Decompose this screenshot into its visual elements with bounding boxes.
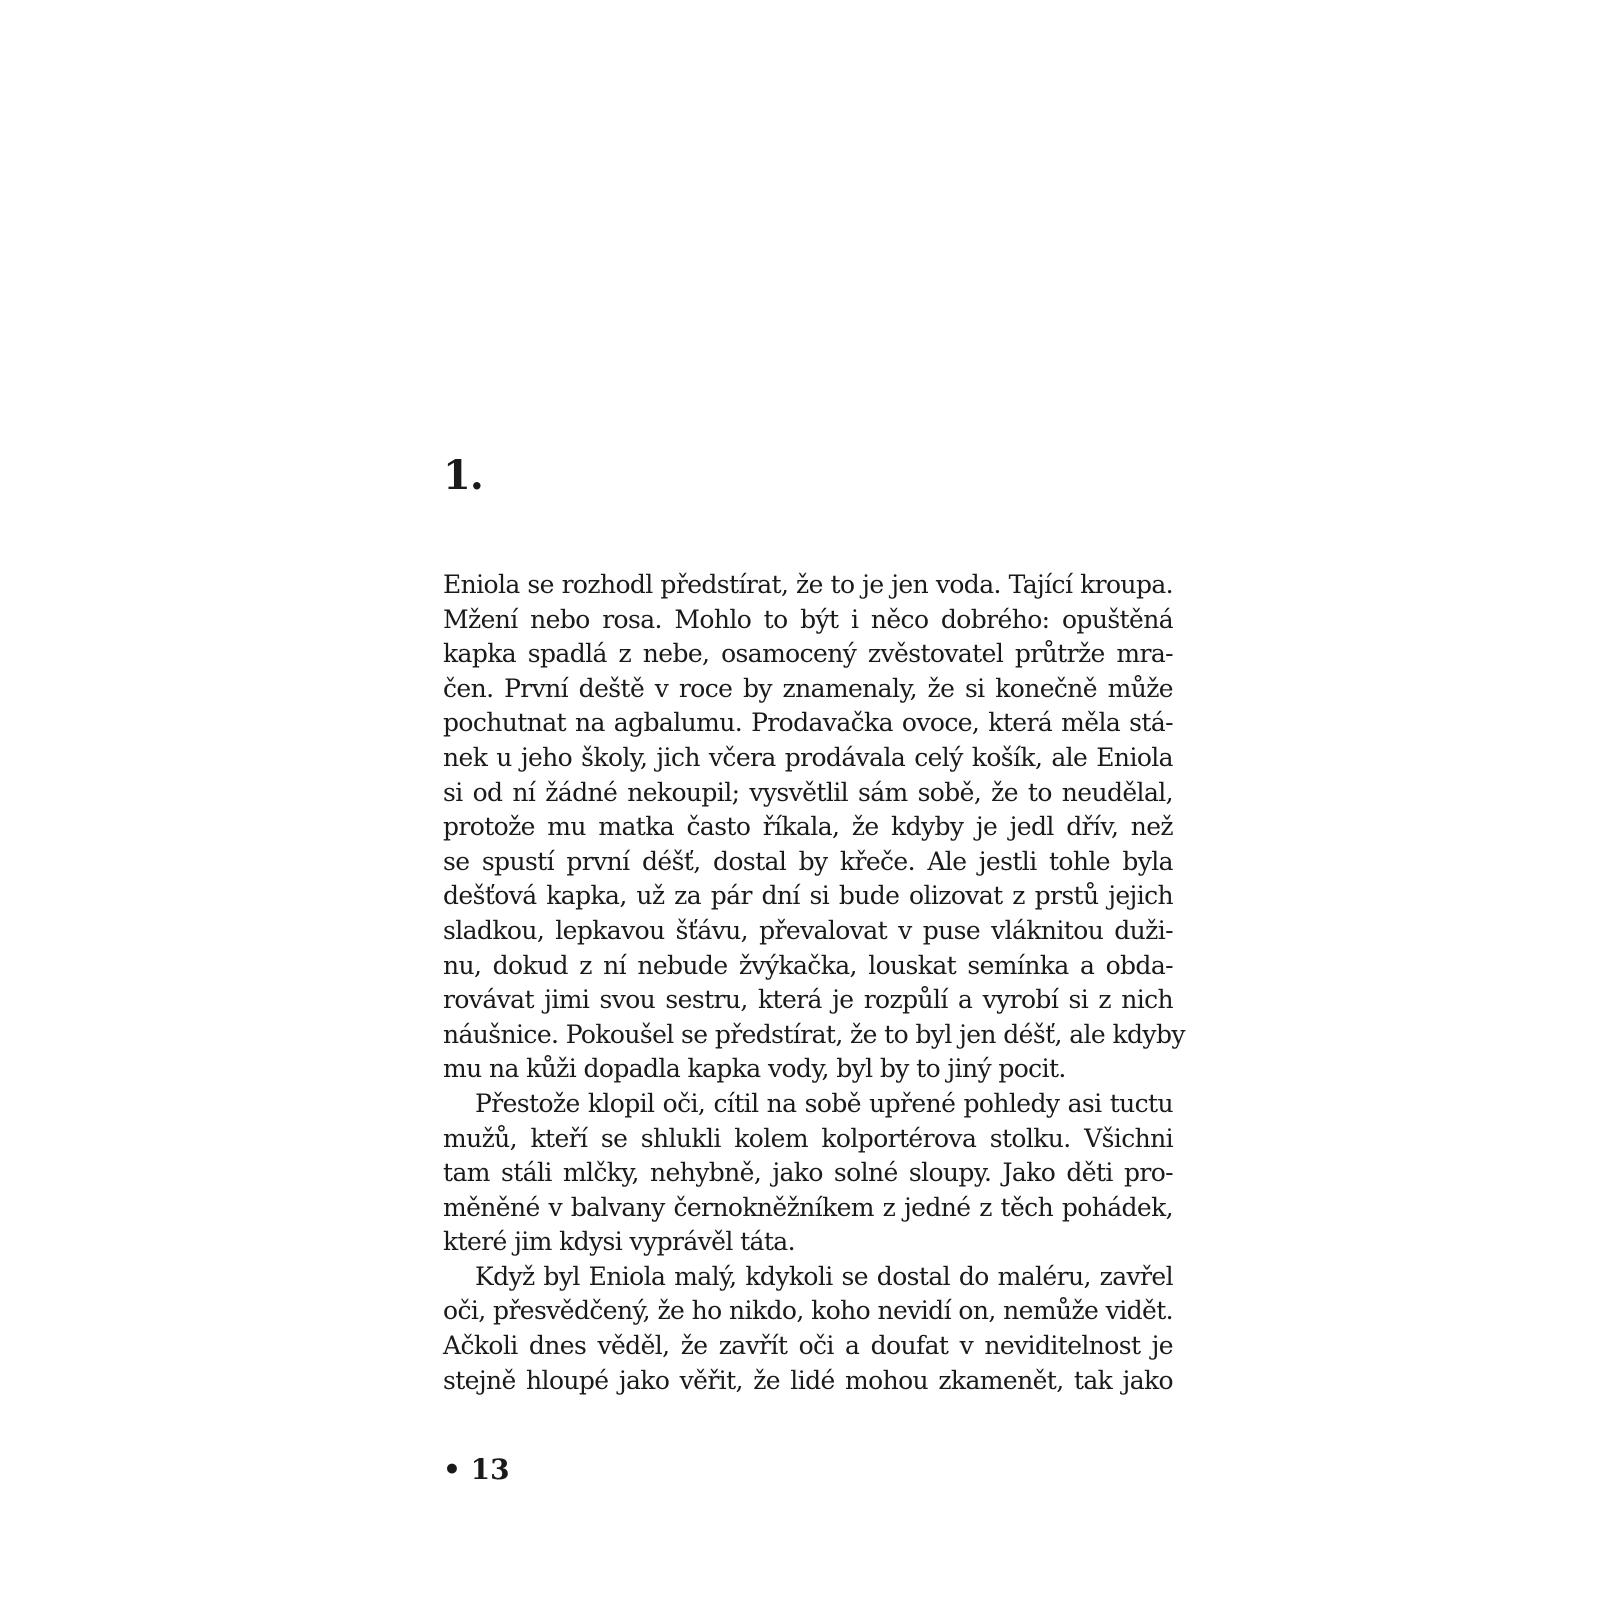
text-line: Mžení nebo rosa. Mohlo to být i něco dobrého: opuštěná bbox=[443, 604, 1173, 634]
text-line: se spustí první déšť, dostal by křeče. Ale jestli tohle byla bbox=[443, 846, 1173, 876]
text-line: dešťová kapka, už za pár dní si bude olizovat z prstů jejich bbox=[443, 881, 1173, 911]
text-line: které jim kdysi vyprávěl táta. bbox=[443, 1227, 795, 1257]
text-line: čen. První deště v roce by znamenaly, že si konečně může bbox=[443, 673, 1173, 703]
page-number-bullet: • bbox=[443, 1453, 461, 1486]
body-text bbox=[443, 568, 1185, 1398]
text-line: nu, dokud z ní nebude žvýkačka, louskat semínka a obda- bbox=[443, 950, 1173, 980]
text-line: oči, přesvědčený, že ho nikdo, koho nevidí on, nemůže vidět. bbox=[443, 1296, 1173, 1326]
text-line: kapka spadlá z nebe, osamocený zvěstovatel průtrže mra- bbox=[443, 639, 1173, 669]
text-line: náušnice. Pokoušel se předstírat, že to byl jen déšť, ale kdyby bbox=[443, 1019, 1185, 1049]
text-line: stejně hloupé jako věřit, že lidé mohou zkamenět, tak jako bbox=[443, 1365, 1173, 1395]
text-line: pochutnat na agbalumu. Prodavačka ovoce, která měla stá- bbox=[443, 708, 1173, 738]
text-line: nek u jeho školy, jich včera prodávala celý košík, ale Eniola bbox=[443, 742, 1173, 772]
page-number-value: 13 bbox=[470, 1453, 510, 1486]
page-number bbox=[443, 1453, 510, 1487]
text-line: měněné v balvany černokněžníkem z jedné z těch pohádek, bbox=[443, 1192, 1173, 1222]
text-line: Přestože klopil oči, cítil na sobě upřené pohledy asi tuctu bbox=[475, 1088, 1173, 1118]
text-line: Ačkoli dnes věděl, že zavřít oči a doufat v neviditelnost je bbox=[443, 1331, 1173, 1361]
text-line: mužů, kteří se shlukli kolem kolportérova stolku. Všichni bbox=[443, 1123, 1173, 1153]
text-line: tam stáli mlčky, nehybně, jako solné sloupy. Jako děti pro- bbox=[443, 1158, 1173, 1188]
text-line: Eniola se rozhodl předstírat, že to je jen voda. Tající kroupa. bbox=[443, 570, 1173, 599]
chapter-number: 1. bbox=[443, 452, 483, 499]
text-line: protože mu matka často říkala, že kdyby je jedl dřív, než bbox=[443, 812, 1173, 842]
text-line: Když byl Eniola malý, kdykoli se dostal do maléru, zavřel bbox=[475, 1261, 1173, 1291]
text-line: sladkou, lepkavou šťávu, převalovat v puse vláknitou duži- bbox=[443, 915, 1173, 945]
text-line: si od ní žádné nekoupil; vysvětlil sám sobě, že to neudělal, bbox=[443, 777, 1173, 807]
text-line: mu na kůži dopadla kapka vody, byl by to jiný pocit. bbox=[443, 1054, 1066, 1084]
text-line: rovávat jimi svou sestru, která je rozpůlí a vyrobí si z nich bbox=[443, 985, 1173, 1015]
